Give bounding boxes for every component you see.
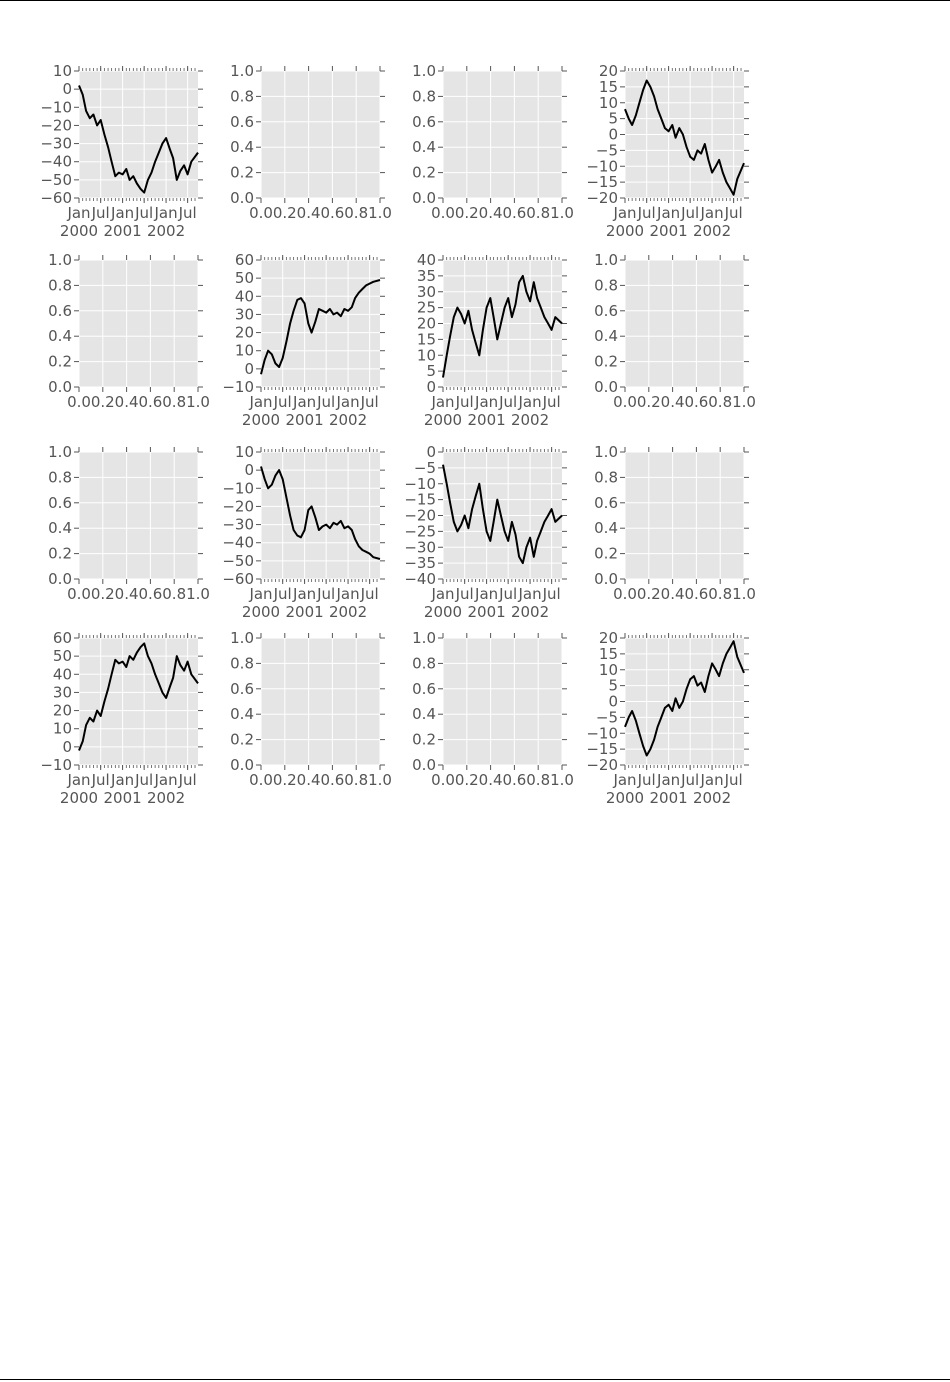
y-tick-label: 60 [52,629,72,647]
x-tick-label: 0.0 [431,204,455,222]
y-tick-label: 0.0 [48,570,72,588]
y-tick-label: −30 [222,515,254,534]
x-tick-label: 0.4 [114,585,139,603]
x-tick-label: 0.4 [296,204,321,222]
x-tick-label: Jul [681,771,700,789]
y-tick-label: 0 [244,461,254,480]
y-tick-label: 5 [608,676,618,695]
y-tick-label: 50 [52,647,72,666]
x-tick-label: 0.0 [431,771,455,789]
y-tick-label: 0.6 [230,679,254,698]
page-bottom-rule [0,1379,950,1380]
x-tick-label: 0.6 [320,771,345,789]
x-tick-label: Jan 2002 [692,771,732,807]
x-tick-label: Jan 2000 [605,771,645,807]
x-tick-label: 0.4 [114,393,139,411]
y-tick-label: −40 [404,570,436,588]
subplot-2-2 [404,443,567,621]
x-tick-label: Jul [542,585,561,603]
plot-area [79,638,198,765]
x-tick-label: Jul [724,204,743,222]
y-tick-label: 30 [416,282,436,301]
x-tick-label: 0.4 [478,771,503,789]
y-tick-label: 15 [598,644,618,663]
y-tick-label: −20 [222,497,254,516]
plot-area [79,71,198,198]
y-tick-label: 30 [234,305,254,324]
x-tick-label: Jan 2001 [285,393,324,429]
y-tick-label: −60 [40,189,72,207]
x-tick-label: 0.6 [684,393,709,411]
y-tick-label: 0.6 [594,493,618,512]
x-tick-label: Jan 2001 [103,204,142,240]
y-tick-label: 10 [598,660,618,679]
y-tick-label: −40 [222,533,254,552]
x-tick-label: Jul [499,393,518,411]
y-tick-label: 1.0 [230,629,254,647]
y-tick-label: 0.4 [48,519,72,538]
y-tick-label: 60 [234,251,254,269]
x-tick-label: Jul [637,771,656,789]
y-tick-label: 30 [52,683,72,702]
x-tick-label: 0.2 [90,585,115,603]
y-tick-label: 0.0 [230,189,254,207]
y-tick-label: −20 [586,189,618,207]
x-tick-label: Jul [360,393,379,411]
y-tick-label: 40 [52,665,72,684]
x-tick-label: 0.0 [249,771,273,789]
x-tick-label: 0.6 [138,393,163,411]
y-tick-label: 0.4 [594,327,618,346]
x-tick-label: 0.0 [613,393,637,411]
x-tick-label: 0.4 [296,771,321,789]
x-tick-label: 0.8 [526,771,551,789]
y-tick-label: 0.8 [412,87,436,106]
y-tick-label: 0.8 [230,654,254,673]
x-tick-label: Jul [135,204,154,222]
x-tick-label: 0.8 [708,393,733,411]
x-tick-label: 1.0 [550,771,574,789]
x-tick-label: Jul [178,771,197,789]
y-tick-label: 5 [426,362,436,381]
y-tick-label: −5 [595,141,618,160]
y-tick-label: 0.4 [48,327,72,346]
y-tick-label: −40 [40,152,72,171]
y-tick-label: 0.4 [594,519,618,538]
y-tick-label: 0.6 [230,112,254,131]
y-tick-label: 0.0 [48,378,72,396]
x-tick-label: Jan 2002 [692,204,732,240]
y-tick-label: 0.8 [594,468,618,487]
x-tick-label: 0.0 [249,204,273,222]
y-tick-label: 0 [426,378,436,396]
x-tick-label: Jan 2000 [59,204,99,240]
y-tick-label: 0.2 [412,163,436,182]
subplot-1-3 [594,251,756,411]
x-tick-label: 1.0 [368,771,392,789]
y-tick-label: 10 [52,719,72,738]
y-tick-label: 1.0 [412,62,436,80]
y-tick-label: −15 [586,173,618,192]
plot-area [625,260,744,387]
x-tick-label: 0.2 [90,393,115,411]
x-tick-label: Jul [178,204,197,222]
x-tick-label: 0.8 [162,585,187,603]
x-tick-label: Jan 2001 [467,393,506,429]
y-tick-label: 20 [416,314,436,333]
y-tick-label: −10 [586,724,618,743]
subplot-3-2 [412,629,574,789]
x-tick-label: 0.6 [502,771,527,789]
x-tick-label: Jan 2002 [146,204,186,240]
y-tick-label: 0.8 [48,468,72,487]
y-tick-label: 0 [244,359,254,378]
y-tick-label: 10 [234,341,254,360]
y-tick-label: 0.2 [412,730,436,749]
y-tick-label: 0.8 [230,87,254,106]
y-tick-label: −25 [404,522,436,541]
x-tick-label: Jan 2000 [241,585,281,621]
x-tick-label: 0.6 [684,585,709,603]
y-tick-label: 0.2 [230,163,254,182]
y-tick-label: −30 [404,538,436,557]
y-tick-label: 1.0 [412,629,436,647]
x-tick-label: Jan 2002 [146,771,186,807]
y-tick-label: −15 [586,740,618,759]
subplot-3-1 [230,629,392,789]
x-tick-label: 0.8 [344,771,369,789]
subplot-1-0 [48,251,210,411]
y-tick-label: −10 [586,157,618,176]
subplot-1-2 [417,251,567,429]
y-tick-label: 20 [234,323,254,342]
x-tick-label: Jul [681,204,700,222]
y-tick-label: 0.8 [48,276,72,295]
x-tick-label: 0.6 [138,585,163,603]
y-tick-label: 0.2 [48,544,72,563]
x-tick-label: 0.8 [526,204,551,222]
x-tick-label: 0.2 [454,771,479,789]
y-tick-label: 10 [52,62,72,80]
x-tick-label: Jul [455,393,474,411]
x-tick-label: Jul [360,585,379,603]
x-tick-label: Jul [542,393,561,411]
x-tick-label: 0.2 [272,771,297,789]
x-tick-label: 1.0 [732,585,756,603]
x-tick-label: Jul [91,204,110,222]
y-tick-label: 0.6 [412,112,436,131]
y-tick-label: 0.0 [412,756,436,774]
y-tick-label: 0.4 [412,138,436,157]
y-tick-label: −5 [413,458,436,477]
y-tick-label: 40 [416,251,436,269]
y-tick-label: 0.6 [48,493,72,512]
y-tick-label: 25 [416,298,436,317]
y-tick-label: −10 [40,756,72,774]
y-tick-label: 0.0 [594,570,618,588]
x-tick-label: 1.0 [186,585,210,603]
y-tick-label: 0 [62,737,72,756]
y-tick-label: 20 [598,629,618,647]
y-tick-label: −10 [404,474,436,493]
x-tick-label: 0.4 [660,585,685,603]
subplot-3-3 [586,629,749,807]
y-tick-label: −10 [222,378,254,396]
x-tick-label: Jan 2002 [328,585,368,621]
y-tick-label: 0.0 [412,189,436,207]
y-tick-label: 0 [426,443,436,461]
x-tick-label: 0.2 [454,204,479,222]
y-tick-label: 10 [416,346,436,365]
y-tick-label: 0.2 [594,352,618,371]
plot-area [261,71,380,198]
plot-area [443,71,562,198]
y-tick-label: 40 [234,287,254,306]
plot-area [79,260,198,387]
subplot-0-2 [412,62,574,222]
x-tick-label: 0.4 [660,393,685,411]
x-tick-label: Jul [499,585,518,603]
x-tick-label: Jul [455,585,474,603]
x-tick-label: Jul [317,585,336,603]
plot-area [79,452,198,579]
x-tick-label: Jan 2000 [241,393,281,429]
x-tick-label: 0.0 [613,585,637,603]
x-tick-label: 1.0 [550,204,574,222]
x-tick-label: Jan 2000 [605,204,645,240]
y-tick-label: 0.0 [230,756,254,774]
y-tick-label: 35 [416,266,436,285]
y-tick-label: 10 [234,443,254,461]
y-tick-label: 0.4 [412,705,436,724]
x-tick-label: Jan 2001 [649,204,688,240]
x-tick-label: 1.0 [732,393,756,411]
y-tick-label: 0 [608,125,618,144]
y-tick-label: 20 [598,62,618,80]
y-tick-label: −10 [40,98,72,117]
x-tick-label: 0.6 [320,204,345,222]
y-tick-label: 15 [598,77,618,96]
y-tick-label: −30 [40,134,72,153]
x-tick-label: Jan 2002 [510,393,550,429]
y-tick-label: −60 [222,570,254,588]
x-tick-label: 0.0 [67,585,91,603]
subplot-0-1 [230,62,392,222]
y-tick-label: 10 [598,93,618,112]
y-tick-label: 0.4 [230,705,254,724]
x-tick-label: Jul [91,771,110,789]
y-tick-label: −20 [404,506,436,525]
y-tick-label: −20 [40,116,72,135]
x-tick-label: 0.2 [636,585,661,603]
subplot-2-1 [222,443,385,621]
y-tick-label: 0.8 [594,276,618,295]
y-tick-label: −20 [586,756,618,774]
y-tick-label: −10 [222,479,254,498]
y-tick-label: 1.0 [230,62,254,80]
y-tick-label: −15 [404,490,436,509]
x-tick-label: Jan 2000 [423,585,463,621]
y-tick-label: 0 [62,80,72,99]
x-tick-label: Jan 2001 [649,771,688,807]
x-tick-label: Jul [724,771,743,789]
x-tick-label: 0.8 [708,585,733,603]
y-tick-label: 0.0 [594,378,618,396]
y-tick-label: 0.2 [230,730,254,749]
y-tick-label: 1.0 [48,251,72,269]
x-tick-label: 1.0 [368,204,392,222]
y-tick-label: −50 [222,551,254,570]
subplot-2-3 [594,443,756,603]
y-tick-label: 0.8 [412,654,436,673]
x-tick-label: Jan 2000 [423,393,463,429]
x-tick-label: 0.2 [636,393,661,411]
x-tick-label: 0.8 [162,393,187,411]
y-tick-label: 1.0 [594,251,618,269]
plot-area [261,638,380,765]
x-tick-label: Jul [135,771,154,789]
x-tick-label: Jan 2001 [103,771,142,807]
y-tick-label: 0.6 [412,679,436,698]
y-tick-label: 1.0 [48,443,72,461]
x-tick-label: Jan 2002 [510,585,550,621]
y-tick-label: 0.2 [594,544,618,563]
x-tick-label: 0.4 [478,204,503,222]
x-tick-label: Jan 2002 [328,393,368,429]
y-tick-label: 5 [608,109,618,128]
x-tick-label: Jan 2000 [59,771,99,807]
y-tick-label: 50 [234,269,254,288]
y-tick-label: 0.2 [48,352,72,371]
x-tick-label: 0.8 [344,204,369,222]
x-tick-label: 0.6 [502,204,527,222]
y-tick-label: 0.6 [594,301,618,320]
subplot-1-1 [222,251,385,429]
x-tick-label: Jul [637,204,656,222]
plot-area [625,452,744,579]
x-tick-label: Jul [317,393,336,411]
y-tick-label: −5 [595,708,618,727]
subplot-2-0 [48,443,210,603]
y-tick-label: 0.6 [48,301,72,320]
plot-area [443,638,562,765]
y-tick-label: 20 [52,701,72,720]
x-tick-label: 1.0 [186,393,210,411]
x-tick-label: Jan 2001 [285,585,324,621]
y-tick-label: 0.4 [230,138,254,157]
subplot-0-0 [40,62,203,240]
y-tick-label: −35 [404,554,436,573]
y-tick-label: 0 [608,692,618,711]
x-tick-label: Jul [273,393,292,411]
subplot-0-3 [586,62,749,240]
y-tick-label: 1.0 [594,443,618,461]
y-tick-label: −50 [40,170,72,189]
x-tick-label: Jan 2001 [467,585,506,621]
subplot-3-0 [40,629,203,807]
x-tick-label: Jul [273,585,292,603]
x-tick-label: 0.0 [67,393,91,411]
y-tick-label: 15 [416,330,436,349]
x-tick-label: 0.2 [272,204,297,222]
